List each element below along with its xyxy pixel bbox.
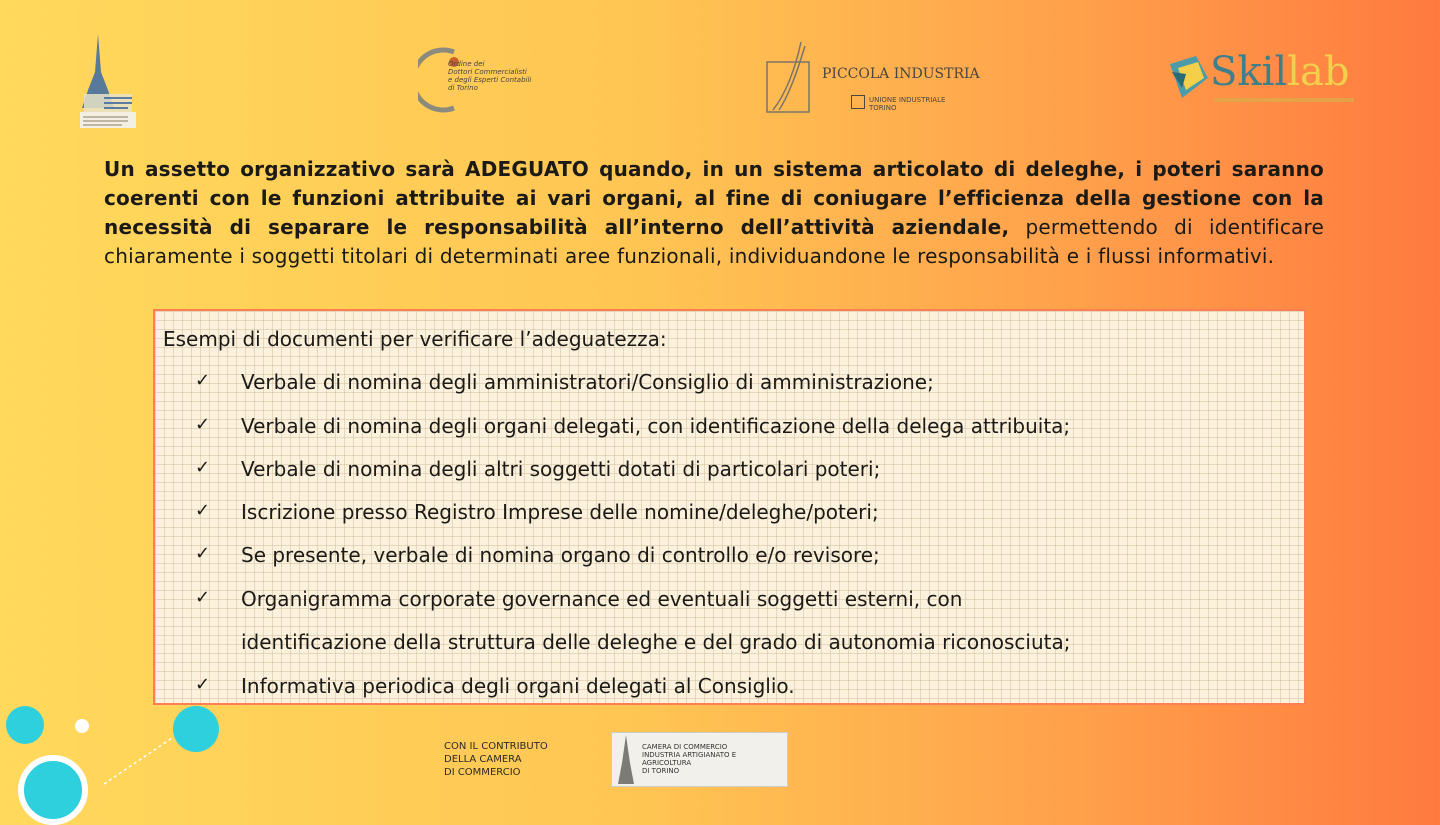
ordine-line: Dottori Commercialisti (448, 68, 527, 76)
intro-paragraph (104, 155, 1324, 271)
ordine-commercialisti-logo (418, 44, 538, 116)
camera-logo-line: CAMERA DI COMMERCIO (642, 743, 728, 751)
camera-logo-line: DI TORINO (642, 767, 680, 775)
mole-antonelliana-logo (78, 32, 158, 130)
decorative-ring (18, 755, 88, 825)
funding-line: DI COMMERCIO (444, 767, 521, 778)
skillab-part1: Skil (1210, 49, 1288, 95)
skillab-logo (1168, 48, 1358, 110)
list-item-text: Organigramma corporate governance ed eventuali soggetti esterni, con (241, 587, 963, 611)
checkmark-icon: ✓ (195, 543, 211, 564)
ordine-line: e degli Esperti Contabili (448, 76, 532, 84)
list-item-text: Verbale di nomina degli altri soggetti dotati di particolari poteri; (241, 457, 881, 481)
camera-commercio-logo (611, 732, 788, 787)
examples-box (153, 309, 1306, 705)
list-item-text: Iscrizione presso Registro Imprese delle nomine/deleghe/poteri; (241, 500, 879, 524)
checkmark-icon: ✓ (195, 457, 211, 478)
funding-line: CON IL CONTRIBUTO (444, 741, 548, 752)
list-item-text: Verbale di nomina degli organi delegati, con identificazione della delega attribuita; (241, 414, 1071, 438)
skillab-part2: lab (1287, 49, 1350, 95)
list-item-text: Informativa periodica degli organi delegati al Consiglio. (241, 674, 795, 698)
piccola-subtitle: UNIONE INDUSTRIALE (869, 96, 946, 104)
checkmark-icon: ✓ (195, 414, 211, 435)
checkmark-icon: ✓ (195, 500, 211, 521)
piccola-industria-title: PICCOLA INDUSTRIA (822, 66, 980, 82)
unione-industriale-emblem (851, 95, 865, 109)
decorative-circle-large (6, 706, 44, 744)
ordine-line: di Torino (448, 84, 478, 92)
decorative-dot (75, 719, 89, 733)
intro-regular-text: permettendo di identificare chiaramente i soggetti titolari di determinati aree funzionali, individuandone le responsabilità e i flussi informativi. (104, 215, 1324, 268)
examples-title: Esempi di documenti per verificare l’adeguatezza: (163, 327, 667, 351)
list-item-text: Se presente, verbale di nomina organo di controllo e/o revisore; (241, 543, 880, 567)
checkmark-icon: ✓ (195, 587, 211, 608)
funding-credit (444, 740, 548, 779)
piccola-subtitle: TORINO (869, 104, 897, 112)
piccola-industria-logo (765, 40, 1005, 114)
ordine-line: Ordine dei (448, 60, 485, 68)
skillab-tagline-bar (1214, 98, 1354, 102)
list-item-text: Verbale di nomina degli amministratori/Consiglio di amministrazione; (241, 370, 934, 394)
camera-logo-line: INDUSTRIA ARTIGIANATO E AGRICOLTURA (642, 751, 737, 767)
intro-bold-text: Un assetto organizzativo sarà ADEGUATO quando, in un sistema articolato di deleghe, i poteri saranno coerenti con le funzioni attribuite ai vari organi, al fine di coniugare l’efficienza della gestione con la necessità di separare le responsabilità all’interno dell’attività aziendale, (104, 157, 1324, 239)
list-item-text: identificazione della struttura delle deleghe e del grado di autonomia riconosciuta; (241, 630, 1071, 654)
checkmark-icon: ✓ (195, 370, 211, 391)
funding-line: DELLA CAMERA (444, 754, 522, 765)
decorative-dashed-line (100, 732, 220, 792)
checkmark-icon: ✓ (195, 674, 211, 695)
